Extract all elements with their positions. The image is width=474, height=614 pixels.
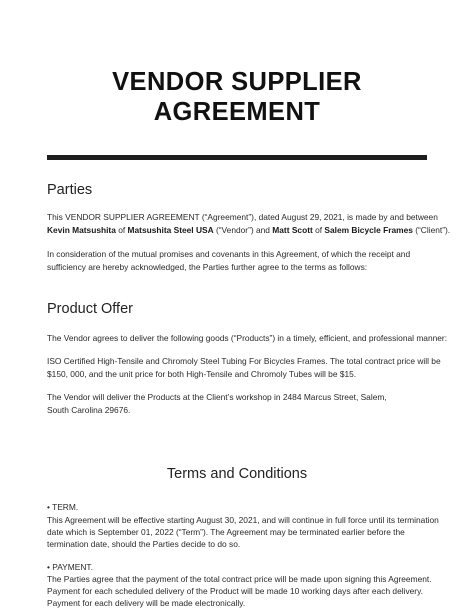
product-offer-paragraph-1: The Vendor agrees to deliver the following goods (“Products”) in a timely, efficient, and professional manner:	[47, 333, 448, 343]
section-heading-parties: Parties	[47, 182, 93, 198]
section-heading-terms: Terms and Conditions	[166, 466, 308, 482]
product-offer-paragraph-2-line-2: $150, 000, and the unit price for both High-Tensile and Chromoly Tubes will be $15.	[47, 369, 357, 379]
vendor-company: Matsushita Steel USA	[127, 225, 214, 235]
section-heading-product-offer: Product Offer	[47, 301, 133, 317]
product-offer-paragraph-3-line-1: The Vendor will deliver the Products at the Client’s workshop in 2484 Marcus Street, Salem,	[47, 392, 387, 402]
consideration-line-1: In consideration of the mutual promises and covenants in this Agreement, of which the receipt and	[47, 249, 411, 259]
payment-line-2: Payment for each scheduled delivery of the Product will be made 10 working days after each delivery.	[47, 586, 423, 596]
document-title-line-1: VENDOR SUPPLIER	[112, 68, 362, 96]
parties-intro-line-2	[47, 224, 451, 237]
of-text-1: of	[115, 225, 128, 235]
consideration-line-2: sufficiency are hereby acknowledged, the Parties further agree to the terms as follows:	[47, 262, 368, 272]
term-line-1: This Agreement will be effective starting August 30, 2021, and will continue in full force until its termination	[47, 515, 439, 525]
product-offer-paragraph-3-line-2: South Carolina 29676.	[47, 405, 131, 415]
vendor-connector: (“Vendor”) and	[213, 225, 273, 235]
vendor-name: Kevin Matsushita	[47, 225, 116, 235]
title-divider	[47, 155, 427, 160]
client-name: Matt Scott	[272, 225, 313, 235]
term-line-3: termination date, should the Parties decide to do so.	[47, 539, 241, 549]
payment-label: • PAYMENT.	[47, 562, 93, 572]
product-offer-paragraph-2-line-1: ISO Certified High-Tensile and Chromoly Steel Tubing For Bicycles Frames. The total contract price will be	[47, 356, 441, 366]
client-suffix: (“Client”).	[412, 225, 451, 235]
payment-line-3: Payment for each delivery will be made electronically.	[47, 598, 246, 608]
parties-intro-line-1: This VENDOR SUPPLIER AGREEMENT (“Agreement”), dated August 29, 2021, is made by and between	[47, 212, 438, 222]
term-line-2: date which is September 01, 2022 (“Term”). The Agreement may be terminated earlier before the	[47, 527, 405, 537]
document-title-line-2: AGREEMENT	[153, 98, 321, 126]
of-text-2: of	[312, 225, 325, 235]
payment-line-1: The Parties agree that the payment of the total contract price will be made upon signing this Agreement.	[47, 574, 432, 584]
term-label: • TERM.	[47, 502, 79, 512]
client-company: Salem Bicycle Frames	[324, 225, 413, 235]
